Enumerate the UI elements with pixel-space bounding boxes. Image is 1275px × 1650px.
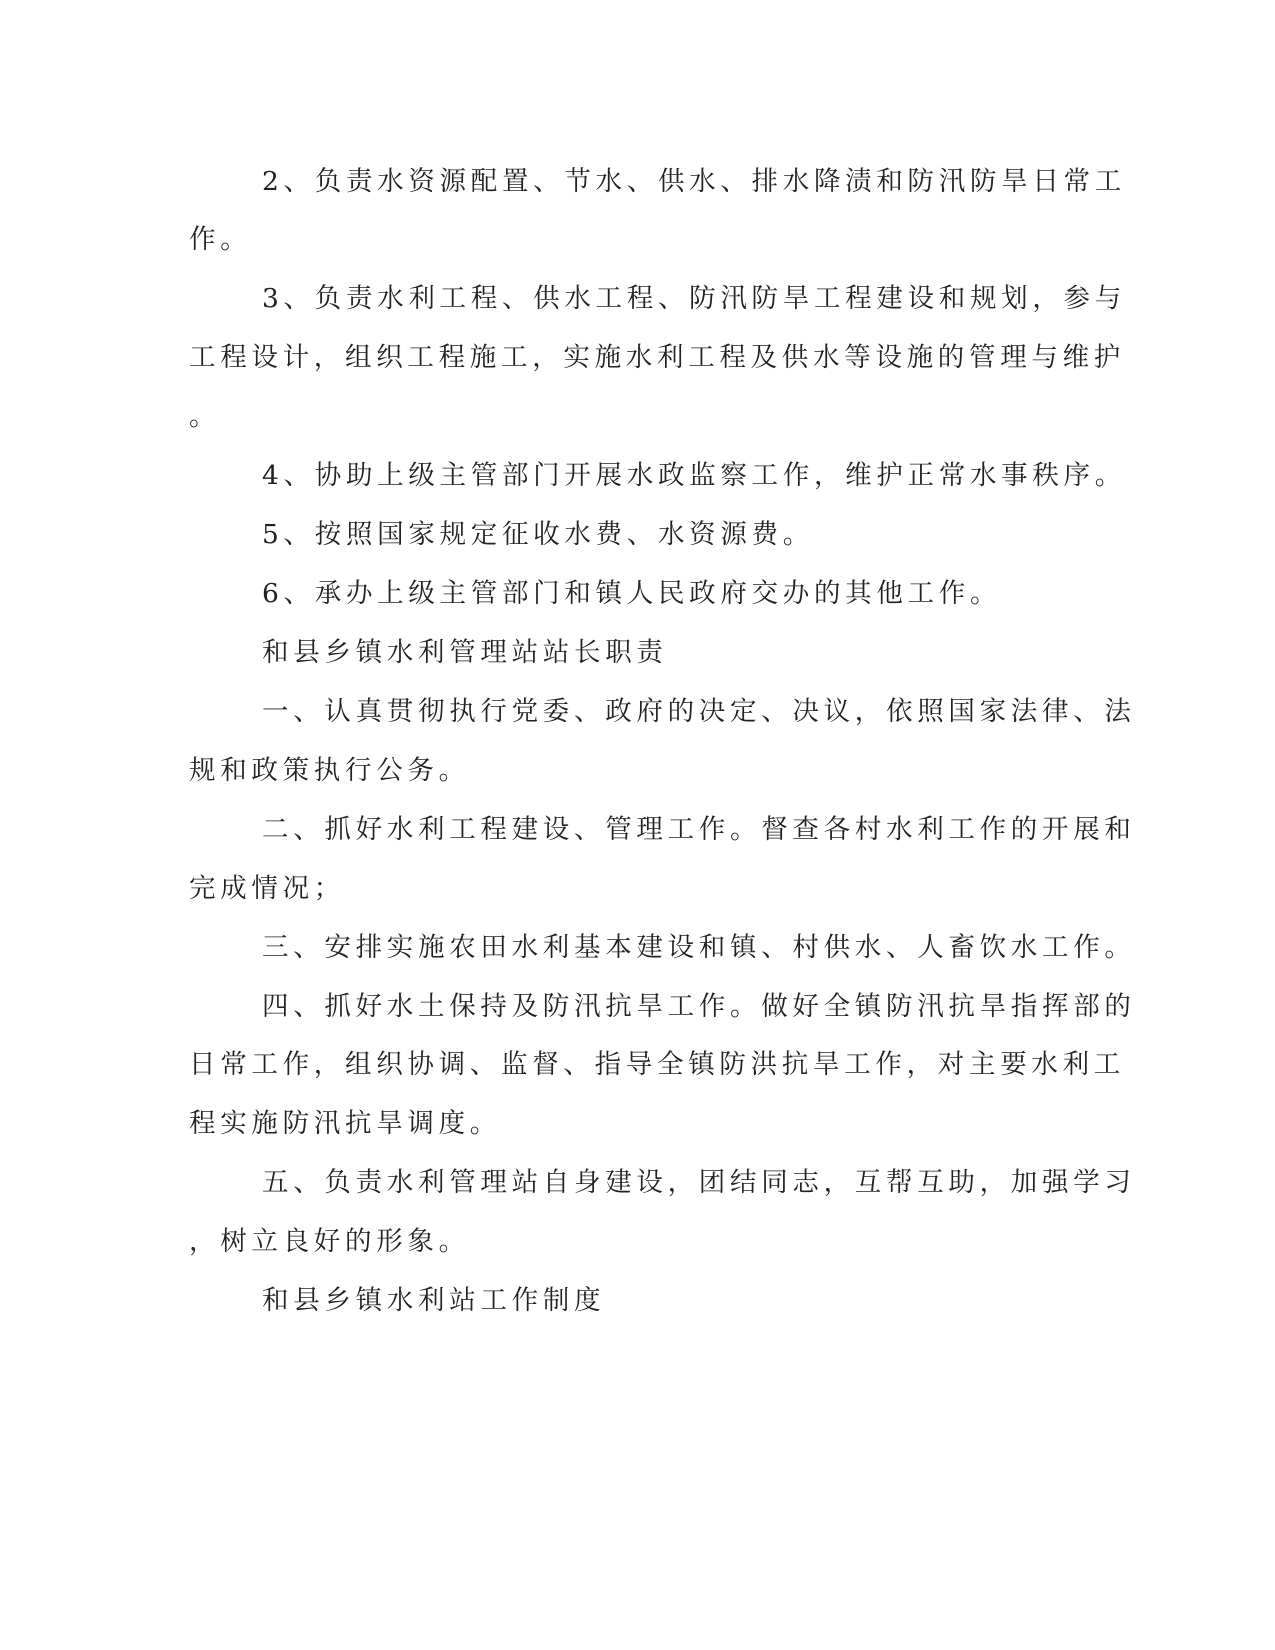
item-3-line-1: 3、负责水利工程、供水工程、防汛防旱工程建设和规划，参与 [262, 283, 1126, 314]
duty-4-line-3: 程实施防汛抗旱调度。 [189, 1108, 501, 1139]
section-heading-director-duties: 和县乡镇水利管理站站长职责 [262, 637, 668, 668]
item-5-line-1: 5、按照国家规定征收水费、水资源费。 [262, 519, 814, 550]
duty-1-line-1: 一、认真贯彻执行党委、政府的决定、决议，依照国家法律、法 [262, 696, 1136, 727]
item-4-line-1: 4、协助上级主管部门开展水政监察工作，维护正常水事秩序。 [262, 460, 1126, 491]
duty-4-line-2: 日常工作，组织协调、监督、指导全镇防洪抗旱工作，对主要水利工 [189, 1049, 1125, 1080]
item-3-line-2: 工程设计，组织工程施工，实施水利工程及供水等设施的管理与维护 [189, 342, 1125, 373]
duty-5-line-1: 五、负责水利管理站自身建设，团结同志，互帮互助，加强学习 [262, 1167, 1136, 1198]
duty-1-line-2: 规和政策执行公务。 [189, 755, 470, 786]
item-2-line-2: 作。 [189, 224, 252, 255]
duty-2-line-2: 完成情况； [189, 873, 345, 904]
item-2-line-1: 2、负责水资源配置、节水、供水、排水降渍和防汛防旱日常工 [262, 166, 1126, 197]
section-heading-work-rules: 和县乡镇水利站工作制度 [262, 1285, 606, 1316]
item-6-line-1: 6、承办上级主管部门和镇人民政府交办的其他工作。 [262, 578, 1002, 609]
duty-5-line-2: ，树立良好的形象。 [189, 1226, 470, 1257]
item-3-line-3: 。 [189, 401, 221, 432]
duty-4-line-1: 四、抓好水土保持及防汛抗旱工作。做好全镇防汛抗旱指挥部的 [262, 991, 1136, 1022]
duty-3-line-1: 三、安排实施农田水利基本建设和镇、村供水、人畜饮水工作。 [262, 932, 1136, 963]
duty-2-line-1: 二、抓好水利工程建设、管理工作。督查各村水利工作的开展和 [262, 814, 1136, 845]
